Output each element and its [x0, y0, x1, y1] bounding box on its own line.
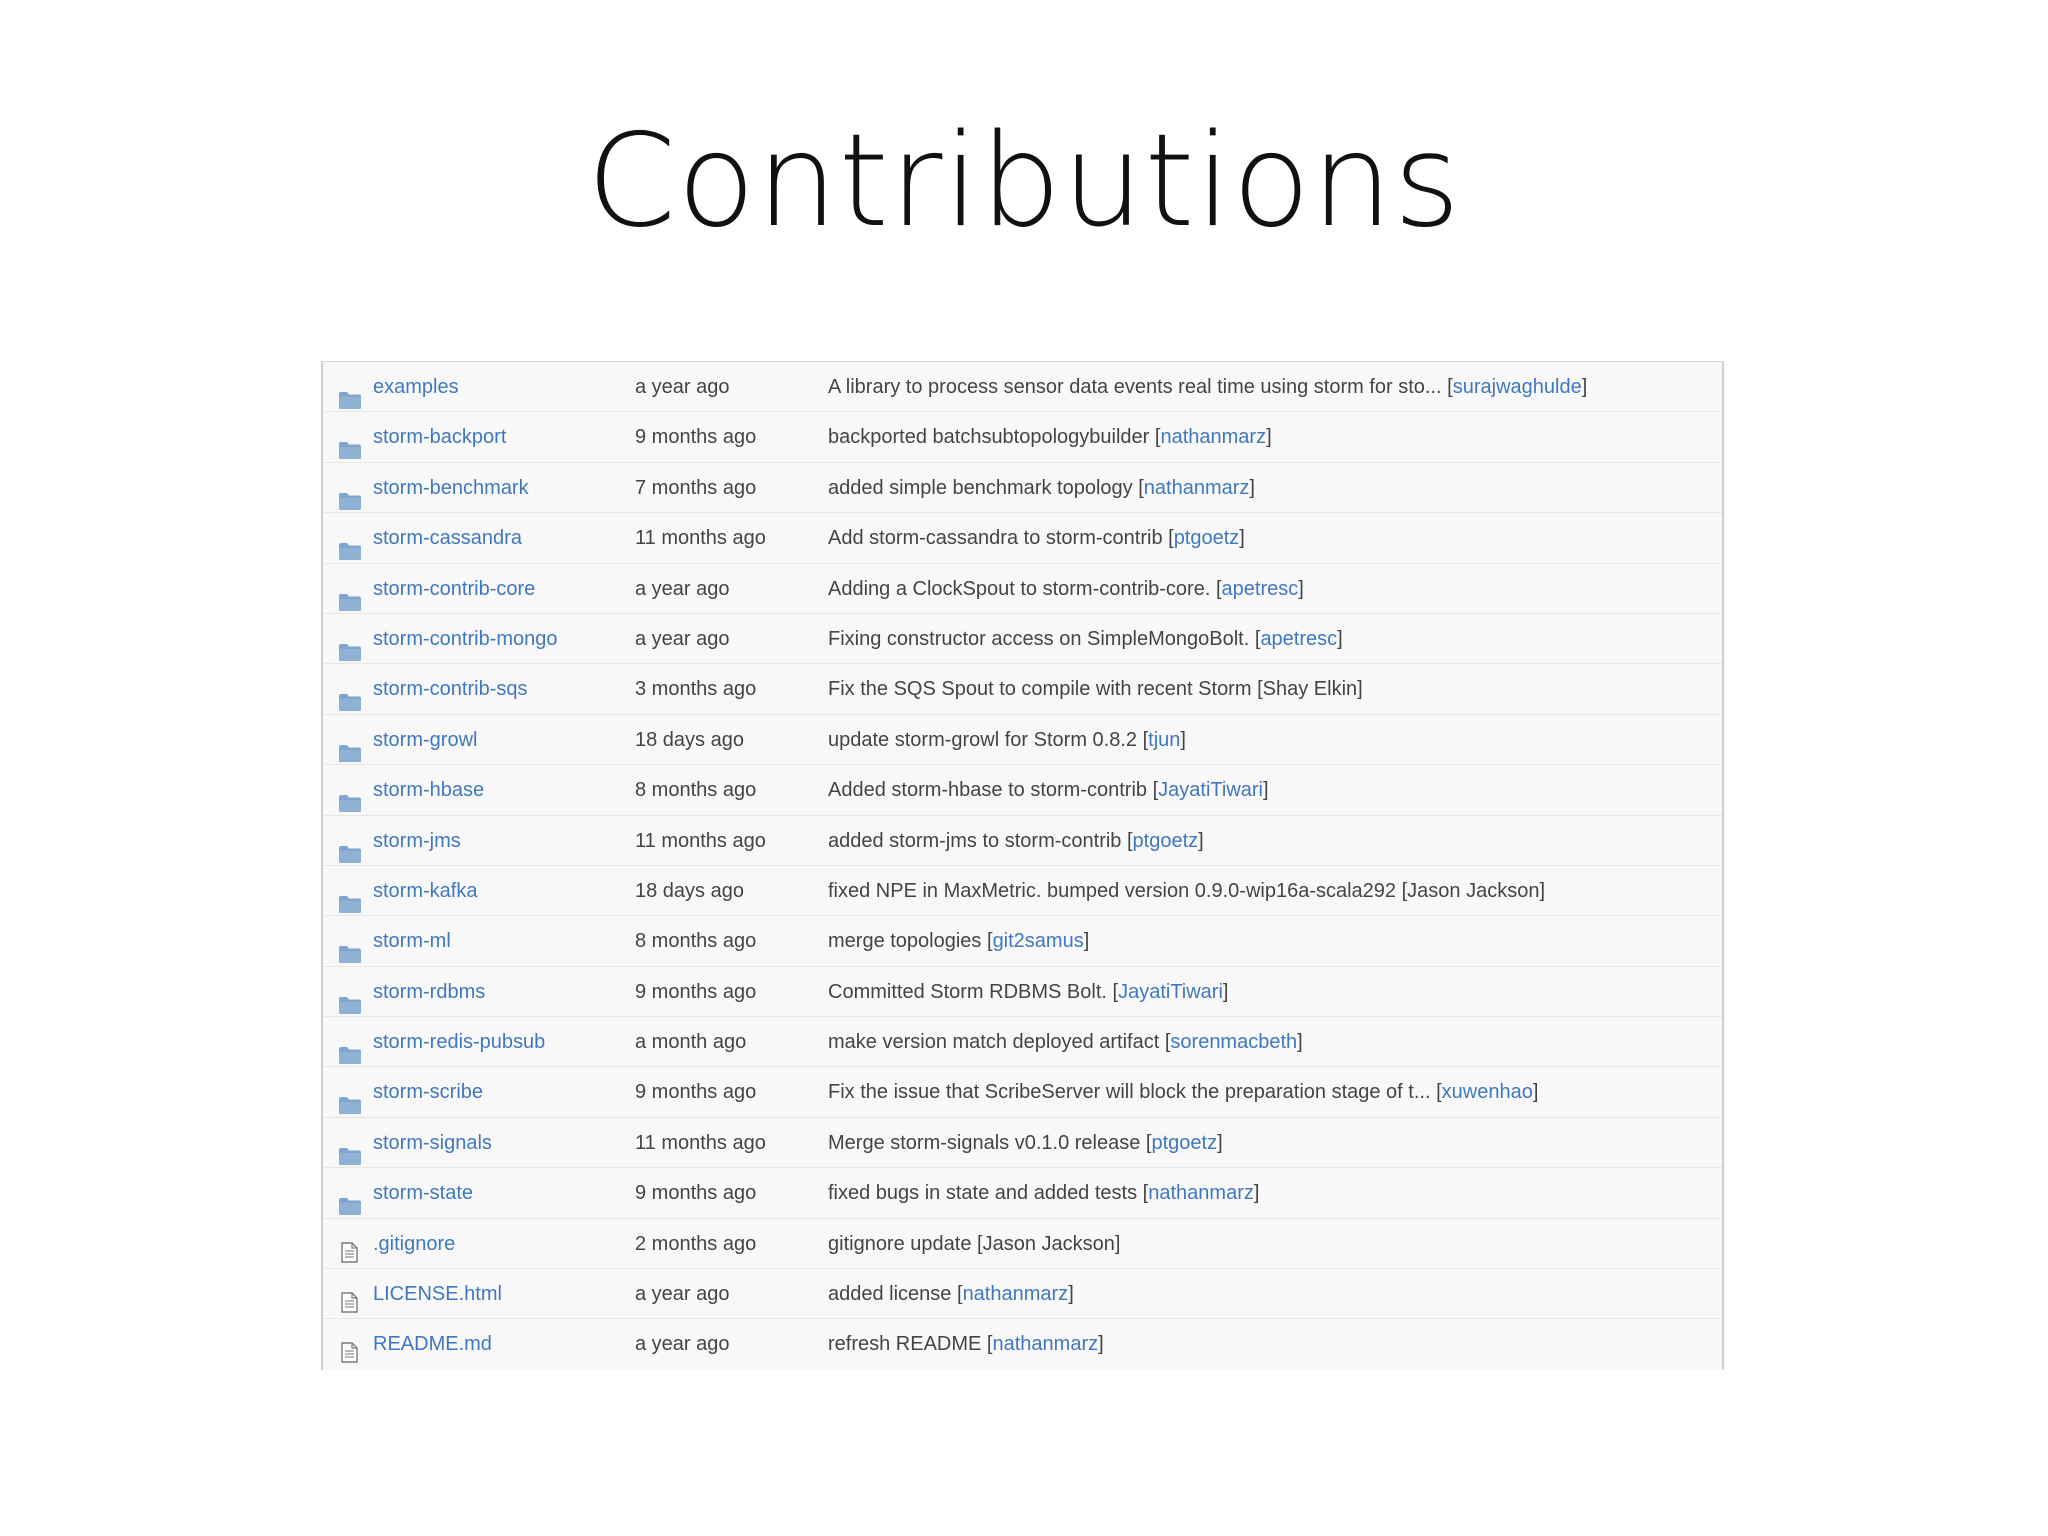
author-bracket-open: [: [1159, 1031, 1171, 1054]
commit-author: Jason Jackson: [982, 1232, 1115, 1255]
commit-message-link[interactable]: added storm-jms to storm-contrib: [828, 829, 1122, 852]
commit-message-cell: [828, 1319, 1708, 1369]
table-row: [323, 866, 1722, 916]
repo-file-list: [321, 361, 1724, 1370]
commit-message-link[interactable]: fixed bugs in state and added tests: [828, 1182, 1138, 1205]
table-row: [323, 916, 1722, 966]
commit-message-link[interactable]: fixed NPE in MaxMetric. bumped version 0.9.0-wip16a-scala292: [828, 879, 1397, 902]
author-bracket-open: [: [1396, 879, 1408, 902]
table-row: [323, 715, 1722, 765]
folder-icon: [339, 1033, 361, 1050]
commit-age: 18 days ago: [635, 728, 744, 751]
row-icon-cell: [339, 614, 361, 664]
commit-message-link[interactable]: gitignore update: [828, 1232, 972, 1255]
table-row: [323, 1269, 1722, 1319]
file-name-link[interactable]: LICENSE.html: [373, 1283, 502, 1306]
commit-message-cell: [828, 1219, 1708, 1269]
row-icon-cell: [339, 1017, 361, 1067]
author-bracket-open: [: [1137, 728, 1149, 751]
folder-name-link[interactable]: storm-contrib-mongo: [373, 627, 558, 650]
folder-icon: [339, 781, 361, 798]
table-row: [323, 362, 1722, 412]
commit-message-cell: [828, 765, 1708, 815]
commit-author[interactable]: surajwaghulde: [1452, 376, 1582, 398]
commit-age: a month ago: [635, 1031, 747, 1054]
folder-icon: [339, 1184, 361, 1201]
author-bracket-close: ]: [1532, 1081, 1539, 1104]
table-row: [323, 412, 1722, 462]
commit-age: a year ago: [635, 1333, 730, 1356]
commit-author[interactable]: xuwenhao: [1441, 1081, 1533, 1104]
author-bracket-open: [: [1132, 476, 1144, 499]
folder-icon: [339, 731, 361, 748]
commit-author[interactable]: JayatiTiwari: [1158, 779, 1263, 802]
folder-icon: [339, 1134, 361, 1151]
author-bracket-close: ]: [1539, 879, 1546, 902]
folder-name-link[interactable]: examples: [373, 376, 459, 398]
commit-message-cell: [828, 362, 1708, 412]
commit-age: a year ago: [635, 577, 730, 600]
folder-name-link[interactable]: storm-growl: [373, 728, 478, 751]
commit-message-link[interactable]: merge topologies: [828, 930, 982, 953]
row-icon-cell: [339, 362, 361, 412]
folder-name-link[interactable]: storm-benchmark: [373, 476, 529, 499]
folder-icon: [339, 529, 361, 546]
author-bracket-open: [: [1251, 678, 1263, 701]
folder-icon: [339, 882, 361, 899]
commit-author[interactable]: tjun: [1148, 728, 1181, 751]
row-icon-cell: [339, 513, 361, 563]
commit-message-cell: [828, 1017, 1708, 1067]
commit-age: 7 months ago: [635, 476, 757, 499]
folder-icon: [339, 378, 361, 395]
folder-name-link[interactable]: storm-kafka: [373, 879, 478, 902]
author-bracket-open: [: [1441, 376, 1453, 398]
row-icon-cell: [339, 463, 361, 513]
commit-age: a year ago: [635, 1283, 730, 1306]
commit-author[interactable]: ptgoetz: [1132, 829, 1199, 852]
row-icon-cell: [339, 564, 361, 614]
commit-message-cell: [828, 715, 1708, 765]
table-row: [323, 816, 1722, 866]
folder-icon: [339, 832, 361, 849]
author-bracket-close: ]: [1298, 577, 1304, 600]
table-row: [323, 664, 1722, 714]
commit-age: a year ago: [635, 376, 730, 398]
table-row: [323, 1118, 1722, 1168]
commit-message-link[interactable]: Added storm-hbase to storm-contrib: [828, 779, 1148, 802]
folder-name-link[interactable]: storm-redis-pubsub: [373, 1031, 546, 1054]
row-icon-cell: [339, 1269, 361, 1319]
table-row: [323, 1319, 1722, 1369]
commit-age: 11 months ago: [635, 527, 766, 550]
commit-message-link[interactable]: A library to process sensor data events real time using storm for sto...: [828, 376, 1442, 398]
author-bracket-close: ]: [1253, 1182, 1260, 1205]
commit-message-link[interactable]: Merge storm-signals v0.1.0 release: [828, 1131, 1141, 1154]
folder-icon: [339, 983, 361, 1000]
author-bracket-open: [: [951, 1283, 963, 1306]
table-row: [323, 1017, 1722, 1067]
folder-icon: [339, 580, 361, 597]
folder-name-link[interactable]: storm-backport: [373, 426, 507, 449]
commit-message-link[interactable]: Fix the issue that ScribeServer will block the preparation stage of t...: [828, 1081, 1431, 1104]
commit-message-cell: [828, 564, 1708, 614]
commit-message-cell: [828, 1168, 1708, 1218]
author-bracket-close: ]: [1337, 627, 1343, 650]
folder-name-link[interactable]: storm-jms: [373, 829, 461, 852]
table-row: [323, 765, 1722, 815]
row-icon-cell: [339, 866, 361, 916]
commit-message-link[interactable]: added simple benchmark topology: [828, 476, 1133, 499]
author-bracket-open: [: [1147, 779, 1159, 802]
commit-author[interactable]: nathanmarz: [962, 1283, 1069, 1306]
commit-age: 11 months ago: [635, 829, 766, 852]
row-icon-cell: [339, 1118, 361, 1168]
author-bracket-close: ]: [1581, 376, 1588, 398]
table-row: [323, 1067, 1722, 1117]
author-bracket-open: [: [1430, 1081, 1442, 1104]
commit-message-link[interactable]: added license: [828, 1283, 952, 1306]
author-bracket-close: ]: [1217, 1131, 1223, 1154]
table-row: [323, 614, 1722, 664]
commit-age: 11 months ago: [635, 1131, 766, 1154]
author-bracket-open: [: [1121, 829, 1133, 852]
row-icon-cell: [339, 1067, 361, 1117]
folder-name-link[interactable]: storm-hbase: [373, 779, 485, 802]
folder-name-link[interactable]: storm-cassandra: [373, 527, 522, 550]
author-bracket-open: [: [1210, 577, 1222, 600]
author-bracket-close: ]: [1180, 728, 1186, 751]
commit-author[interactable]: nathanmarz: [1148, 1182, 1254, 1205]
commit-author[interactable]: ptgoetz: [1151, 1131, 1218, 1154]
author-bracket-close: ]: [1198, 829, 1204, 852]
commit-message-link[interactable]: Fix the SQS Spout to compile with recent Storm: [828, 678, 1252, 701]
table-row: [323, 463, 1722, 513]
author-bracket-open: [: [1249, 627, 1261, 650]
commit-message-cell: [828, 513, 1708, 563]
table-row: [323, 513, 1722, 563]
row-icon-cell: [339, 765, 361, 815]
row-icon-cell: [339, 916, 361, 966]
table-row: [323, 1168, 1722, 1218]
commit-author[interactable]: nathanmarz: [992, 1333, 1099, 1356]
row-icon-cell: [339, 816, 361, 866]
folder-name-link[interactable]: storm-signals: [373, 1131, 492, 1154]
commit-message-cell: [828, 664, 1708, 714]
commit-age: 2 months ago: [635, 1232, 757, 1255]
row-icon-cell: [339, 1319, 361, 1369]
commit-author[interactable]: apetresc: [1260, 627, 1338, 650]
commit-message-link[interactable]: make version match deployed artifact: [828, 1031, 1160, 1054]
commit-age: 9 months ago: [635, 426, 757, 449]
slide-title: Contributions: [586, 107, 1462, 256]
row-icon-cell: [339, 715, 361, 765]
commit-message-cell: [828, 967, 1708, 1017]
author-bracket-open: [: [1149, 426, 1161, 449]
commit-age: 3 months ago: [635, 678, 757, 701]
commit-message-link[interactable]: Add storm-cassandra to storm-contrib: [828, 527, 1163, 550]
folder-name-link[interactable]: storm-contrib-core: [373, 577, 536, 600]
commit-message-link[interactable]: Adding a ClockSpout to storm-contrib-core.: [828, 577, 1211, 600]
commit-author[interactable]: JayatiTiwari: [1118, 980, 1223, 1003]
commit-age: 8 months ago: [635, 779, 757, 802]
file-icon: [341, 1332, 358, 1353]
folder-name-link[interactable]: storm-scribe: [373, 1081, 484, 1104]
author-bracket-close: ]: [1297, 1031, 1303, 1054]
row-icon-cell: [339, 412, 361, 462]
commit-message-link[interactable]: Fixing constructor access on SimpleMongoBolt.: [828, 627, 1250, 650]
commit-age: 9 months ago: [635, 1081, 757, 1104]
folder-name-link[interactable]: storm-rdbms: [373, 980, 486, 1003]
commit-author[interactable]: nathanmarz: [1160, 426, 1267, 449]
table-row: [323, 1219, 1722, 1269]
commit-age: 9 months ago: [635, 1182, 757, 1205]
commit-author: Shay Elkin: [1262, 678, 1358, 701]
commit-message-link[interactable]: backported batchsubtopologybuilder: [828, 426, 1150, 449]
commit-message-cell: [828, 1269, 1708, 1319]
folder-icon: [339, 428, 361, 445]
file-name-link[interactable]: .gitignore: [373, 1232, 456, 1255]
author-bracket-close: ]: [1239, 527, 1245, 550]
author-bracket-open: [: [1140, 1131, 1152, 1154]
author-bracket-open: [: [1137, 1182, 1149, 1205]
folder-icon: [339, 1083, 361, 1100]
commit-message-cell: [828, 866, 1708, 916]
file-name-link[interactable]: README.md: [373, 1333, 492, 1356]
commit-author[interactable]: sorenmacbeth: [1170, 1031, 1298, 1054]
commit-message-cell: [828, 1118, 1708, 1168]
folder-name-link[interactable]: storm-contrib-sqs: [373, 678, 528, 701]
row-icon-cell: [339, 967, 361, 1017]
folder-name-link[interactable]: storm-ml: [373, 930, 451, 953]
commit-age: a year ago: [635, 627, 730, 650]
file-icon: [341, 1282, 358, 1303]
author-bracket-close: ]: [1263, 779, 1269, 802]
author-bracket-open: [: [1106, 980, 1119, 1003]
author-bracket-open: [: [1162, 527, 1174, 550]
commit-age: 8 months ago: [635, 930, 757, 953]
row-icon-cell: [339, 1219, 361, 1269]
commit-message-cell: [828, 916, 1708, 966]
folder-icon: [339, 630, 361, 647]
folder-icon: [339, 932, 361, 949]
commit-message-cell: [828, 816, 1708, 866]
commit-age: 18 days ago: [635, 879, 744, 902]
commit-message-cell: [828, 463, 1708, 513]
row-icon-cell: [339, 664, 361, 714]
folder-icon: [339, 479, 361, 496]
author-bracket-close: ]: [1266, 426, 1272, 449]
author-bracket-close: ]: [1249, 476, 1255, 499]
author-bracket-close: ]: [1068, 1283, 1074, 1306]
author-bracket-close: ]: [1083, 930, 1090, 953]
commit-author: Jason Jackson: [1407, 879, 1540, 902]
author-bracket-open: [: [981, 930, 993, 953]
author-bracket-open: [: [971, 1232, 983, 1255]
commit-author[interactable]: apetresc: [1221, 577, 1299, 600]
author-bracket-close: ]: [1114, 1232, 1121, 1255]
commit-message-cell: [828, 614, 1708, 664]
file-icon: [341, 1232, 358, 1253]
author-bracket-close: ]: [1222, 980, 1229, 1003]
commit-message-cell: [828, 1067, 1708, 1117]
commit-author[interactable]: git2samus: [992, 930, 1084, 953]
table-row: [323, 564, 1722, 614]
table-row: [323, 967, 1722, 1017]
author-bracket-close: ]: [1098, 1333, 1104, 1356]
row-icon-cell: [339, 1168, 361, 1218]
folder-name-link[interactable]: storm-state: [373, 1182, 474, 1205]
author-bracket-open: [: [981, 1333, 993, 1356]
commit-message-link[interactable]: Committed Storm RDBMS Bolt.: [828, 980, 1107, 1003]
author-bracket-close: ]: [1357, 678, 1363, 701]
commit-author[interactable]: ptgoetz: [1173, 527, 1240, 550]
commit-age: 9 months ago: [635, 980, 757, 1003]
folder-icon: [339, 680, 361, 697]
commit-message-link[interactable]: update storm-growl for Storm 0.8.2: [828, 728, 1138, 751]
commit-author[interactable]: nathanmarz: [1143, 476, 1250, 499]
commit-message-link[interactable]: refresh README: [828, 1333, 982, 1356]
commit-message-cell: [828, 412, 1708, 462]
